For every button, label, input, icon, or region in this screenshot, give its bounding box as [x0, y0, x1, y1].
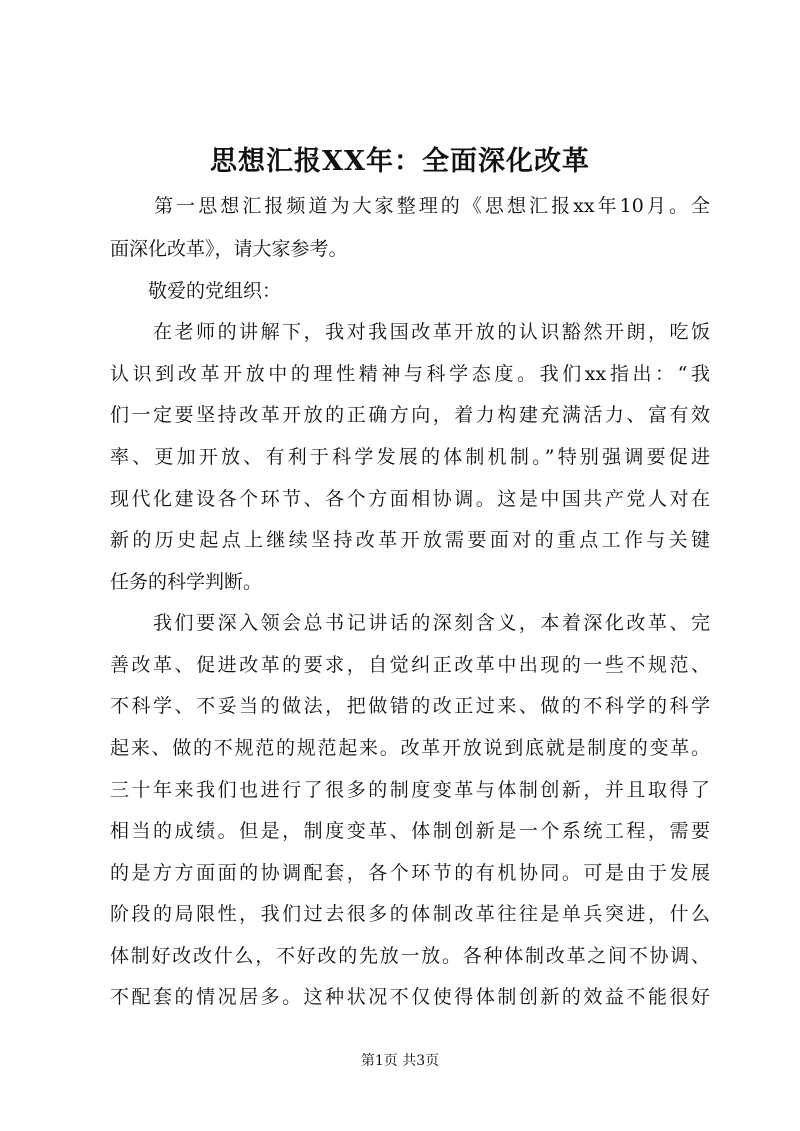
paragraph-line: 现代化建设各个环节、各个方面相协调。这是中国共产党人对在 [110, 488, 710, 510]
paragraph-line: 面深化改革》，请大家参考。 [110, 238, 348, 260]
paragraph-line: 三十年来我们也进行了很多的制度变革与体制创新，并且取得了 [110, 779, 710, 801]
paragraph-line: 相当的成绩。但是，制度变革、体制创新是一个系统工程，需要 [110, 820, 710, 842]
paragraph-line: 起来、做的不规范的规范起来。改革开放说到底就是制度的变革。 [110, 737, 710, 759]
paragraph-line: 任务的科学判断。 [110, 571, 263, 593]
paragraph-line: 第一思想汇报频道为大家整理的《思想汇报xx年10月。全 [110, 195, 710, 217]
paragraph-line: 我们要深入领会总书记讲话的深刻含义，本着深化改革、完 [110, 612, 710, 634]
paragraph-line: 们一定要坚持改革开放的正确方向，着力构建充满活力、富有效 [110, 404, 710, 426]
document-title: 思想汇报XX年：全面深化改革 [210, 146, 590, 177]
paragraph-line: 不配套的情况居多。这种状况不仅使得体制创新的效益不能很好 [110, 986, 710, 1008]
paragraph-line: 善改革、促进改革的要求，自觉纠正改革中出现的一些不规范、 [110, 654, 710, 676]
paragraph-line: 阶段的局限性，我们过去很多的体制改革往往是单兵突进，什么 [110, 903, 710, 925]
paragraph-line: 不科学、不妥当的做法，把做错的改正过来、做的不科学的科学 [110, 695, 710, 717]
paragraph-line: 在老师的讲解下，我对我国改革开放的认识豁然开朗，吃饭 [110, 321, 710, 343]
paragraph-line: 的是方方面面的协调配套，各个环节的有机协同。可是由于发展 [110, 862, 710, 884]
paragraph-line: 体制好改改什么，不好改的先放一放。各种体制改革之间不协调、 [110, 945, 710, 967]
paragraph-line: 新的历史起点上继续坚持改革开放需要面对的重点工作与关键 [110, 529, 710, 551]
paragraph-line: 率、更加开放、有利于科学发展的体制机制。”特别强调要促进 [110, 446, 710, 468]
paragraph-line: 认识到改革开放中的理性精神与科学态度。我们xx指出：“我 [110, 363, 710, 385]
page-number-footer: 第1页 共3页 [360, 1053, 440, 1069]
paragraph-line: 敬爱的党组织： [110, 280, 282, 302]
